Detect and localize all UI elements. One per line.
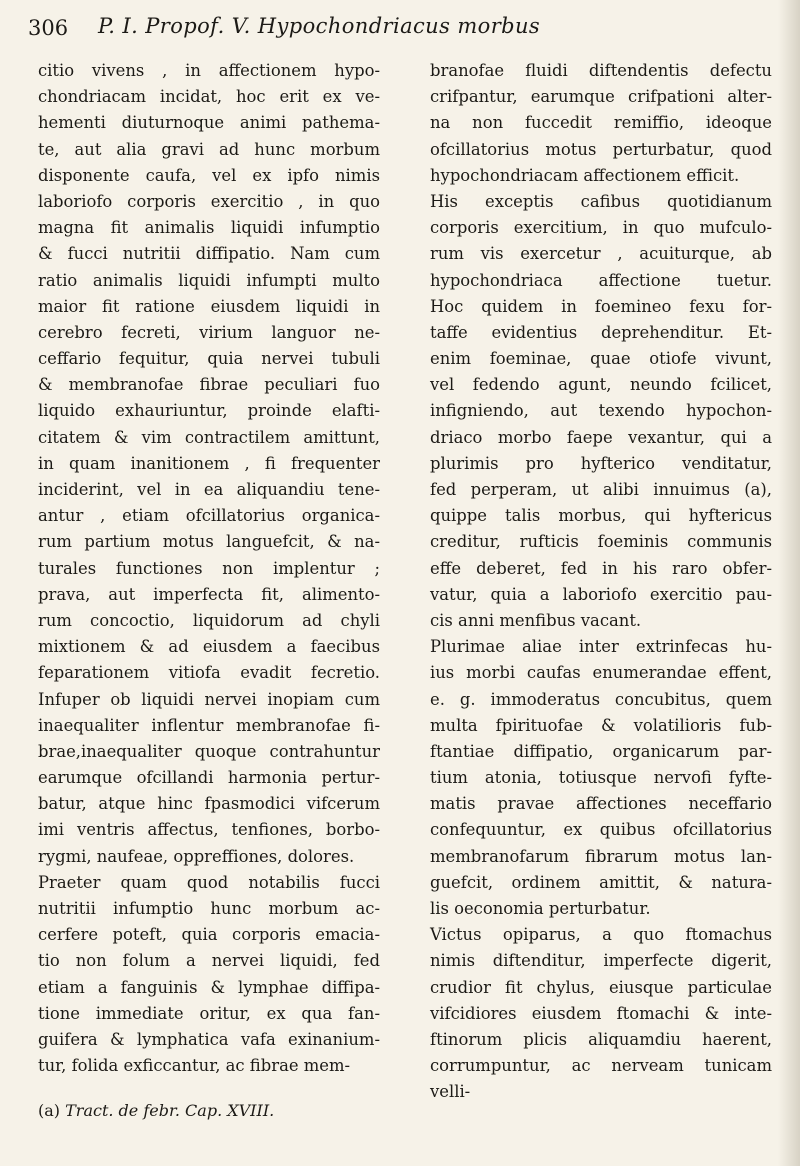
text-line: fed perperam, ut alibi innuimus (a), [430,480,772,499]
text-line: vatur, quia a laboriofo exercitio pau- [430,584,772,604]
text-line: Plurimae aliae inter extrinfecas hu- [430,637,772,657]
footnote-mark: (a) [38,1101,61,1120]
text-line: disponente caufa, vel ex ipfo nimis [38,165,380,185]
text-line: driaco morbo faepe vexantur, qui a [430,427,772,447]
text-line: corrumpuntur, ac nerveam tunicam [430,1056,772,1076]
text-line: & membranofae fibrae peculiari fuo [38,375,380,395]
text-line: cis anni menfibus vacant. [430,610,642,630]
right-column [430,58,772,1106]
text-line: His exceptis cafibus quotidianum [430,191,772,211]
text-line: brae,inaequaliter quoque contrahuntur [38,741,380,761]
text-line: batur, atque hinc fpasmodici vifcerum [38,794,380,814]
text-line: Victus opiparus, a quo ftomachus [430,925,772,945]
text-line: Praeter quam quod notabilis fucci [38,872,380,892]
text-line: effe deberet, fed in his raro obfer- [430,558,772,578]
text-line: tur, folida exficcantur, ac fibrae mem- [38,1056,351,1076]
text-line: taffe evidentius deprehenditur. Et- [430,322,772,342]
text-line: quippe talis morbus, qui hyftericus [430,506,772,526]
text-line: rum vis exercetur , acuiturque, ab [430,244,772,264]
text-line: e. g. immoderatus concubitus, quem [430,689,772,709]
text-line: tio non folum a nervei liquidi, fed [38,951,380,971]
text-line: creditur, rufticis foeminis communis [430,532,772,552]
text-line: ratio animalis liquidi infumpti multo [38,270,380,290]
text-line: rum concoctio, liquidorum ad chyli [38,610,380,630]
text-line: rygmi, naufeae, oppreffiones, dolores. [38,846,355,866]
text-line: & fucci nutritii diffipatio. Nam cum [38,244,380,264]
page-number: 306 [28,16,69,40]
text-line: chondriacam incidat, hoc erit ex ve- [38,87,380,107]
text-line: laboriofo corporis exercitio , in quo [38,191,380,211]
page-header [28,14,768,50]
text-line: inaequaliter inflentur membranofae fi- [38,715,380,735]
text-line: ius morbi caufas enumerandae effent, [430,663,772,683]
footnote-reference: Tract. de febr. Cap. XVIII. [65,1101,275,1120]
text-line: crudior fit chylus, eiusque particulae [430,977,772,997]
text-line: guefcit, ordinem amittit, & natura- [430,872,772,892]
footnote [38,1101,274,1120]
text-line: velli- [430,1082,471,1102]
text-line: crifpantur, earumque crifpationi alter- [430,87,772,107]
text-line: Hoc quidem in foemineo fexu for- [430,296,772,316]
text-line: liquido exhauriuntur, proinde elafti- [38,401,380,421]
text-line: nimis diftenditur, imperfecte digerit, [430,951,772,971]
text-line: hementi diuturnoque animi pathema- [38,113,380,133]
left-column [38,58,380,1079]
text-line: nutritii infumptio hunc morbum ac- [38,899,380,918]
text-line: Infuper ob liquidi nervei inopiam cum [38,689,380,709]
running-title: P. I. Propof. V. Hypochondriacus morbus [98,14,541,38]
text-line: confequuntur, ex quibus ofcillatorius [430,820,772,840]
text-line: te, aut alia gravi ad hunc morbum [38,139,380,159]
text-line: matis pravae affectiones neceffario [430,794,772,814]
text-line: vel fedendo agunt, neundo fcilicet, [430,375,772,395]
text-line: cerfere poteft, quia corporis emacia- [38,925,380,945]
text-line: prava, aut imperfecta fit, alimento- [38,584,380,604]
text-line: ceffario fequitur, quia nervei tubuli [38,349,380,369]
text-line: ftantiae diffipatio, organicarum par- [430,741,772,761]
text-line: hypochondriacam affectionem efficit. [430,165,740,185]
text-line: maior fit ratione eiusdem liquidi in [38,296,380,316]
text-line: magna fit animalis liquidi infumptio [38,218,380,238]
text-line: antur , etiam ofcillatorius organica- [38,506,380,526]
text-line: corporis exercitium, in quo mufculo- [430,218,772,238]
text-line: cerebro fecreti, virium languor ne- [38,322,380,342]
text-line: mixtionem & ad eiusdem a faecibus [38,637,380,657]
text-line: rum partium motus languefcit, & na- [38,532,380,552]
text-line: earumque ofcillandi harmonia pertur- [38,768,380,788]
text-line: multa fpirituofae & volatilioris fub- [430,715,772,735]
text-line: turales functiones non implentur ; [38,558,380,578]
text-line: enim foeminae, quae otiofe vivunt, [430,349,772,369]
text-line: lis oeconomia perturbatur. [430,899,651,918]
text-line: etiam a fanguinis & lymphae diffipa- [38,977,380,997]
text-line: inciderint, vel in ea aliquandiu tene- [38,480,380,499]
text-line: in quam inanitionem , fi frequenter [38,453,380,473]
text-line: tium atonia, totiusque nervofi fyfte- [430,768,772,788]
text-line: na non fuccedit remiffio, ideoque [430,113,772,133]
text-line: imi ventris affectus, tenfiones, borbo- [38,820,380,840]
text-line: tione immediate oritur, ex qua fan- [38,1003,380,1023]
text-line: feparationem vitiofa evadit fecretio. [38,663,380,683]
text-line: citio vivens , in affectionem hypo- [38,61,380,80]
text-line: ftinorum plicis aliquamdiu haerent, [430,1029,772,1049]
text-line: hypochondriaca affectione tuetur. [430,270,772,290]
text-line: membranofarum fibrarum motus lan- [430,846,772,866]
text-line: plurimis pro hyfterico venditatur, [430,453,772,473]
text-line: guifera & lymphatica vafa exinanium- [38,1029,380,1049]
text-line: infigniendo, aut texendo hypochon- [430,401,772,421]
text-line: branofae fluidi diftendentis defectu [430,61,772,80]
text-columns [38,58,782,1102]
text-line: vifcidiores eiusdem ftomachi & inte- [430,1003,772,1023]
text-line: citatem & vim contractilem amittunt, [38,427,380,447]
text-line: ofcillatorius motus perturbatur, quod [430,139,772,159]
